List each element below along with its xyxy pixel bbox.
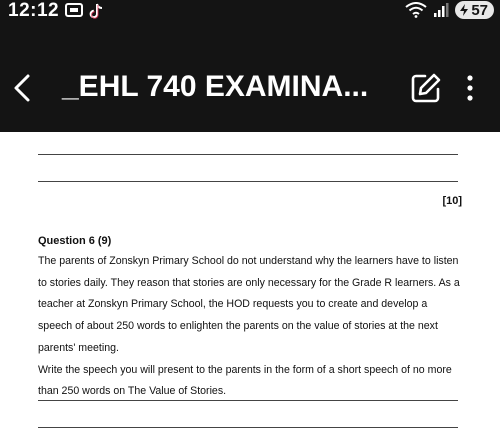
status-left-icons bbox=[64, 2, 104, 20]
status-right-icons bbox=[405, 0, 494, 20]
more-options-button[interactable] bbox=[462, 70, 478, 106]
back-arrow-icon bbox=[8, 70, 36, 106]
signal-icon bbox=[433, 2, 449, 18]
edit-icon bbox=[410, 72, 442, 104]
question-body bbox=[38, 251, 462, 403]
tiktok-icon bbox=[88, 2, 104, 20]
more-vertical-icon bbox=[462, 70, 478, 106]
battery-indicator bbox=[455, 1, 494, 19]
question-heading: Question 6 (9) bbox=[38, 235, 112, 247]
question-paragraph: The parents of Zonskyn Primary School do not understand why the learners have to listen to stories daily. They reason that stories are only necessary for the Grade R learners. As a teacher at Zonskyn Primary School, the HOD requests you to create and develop a speech of about 250 words to enlighten the parents on the value of stories at the next parents' meeting. bbox=[38, 255, 460, 354]
back-button[interactable] bbox=[8, 70, 36, 106]
answer-line bbox=[38, 154, 458, 155]
document-title: _EHL 740 EXAMINA... bbox=[62, 70, 369, 103]
edit-button[interactable] bbox=[410, 72, 442, 104]
app-bar bbox=[0, 60, 500, 116]
battery-icon bbox=[459, 4, 469, 16]
top-bar bbox=[0, 0, 500, 132]
status-time: 12:12 bbox=[8, 0, 60, 21]
answer-line bbox=[38, 181, 458, 182]
battery-level: 57 bbox=[471, 1, 488, 19]
marks-total: [10] bbox=[442, 195, 462, 207]
document-page bbox=[0, 132, 500, 428]
question-paragraph: Write the speech you will present to the parents in the form of a short speech of no more than 250 words on The Value of Stories. bbox=[38, 363, 452, 398]
screen-icon bbox=[64, 2, 84, 18]
answer-line bbox=[38, 400, 458, 401]
wifi-icon bbox=[405, 2, 427, 18]
